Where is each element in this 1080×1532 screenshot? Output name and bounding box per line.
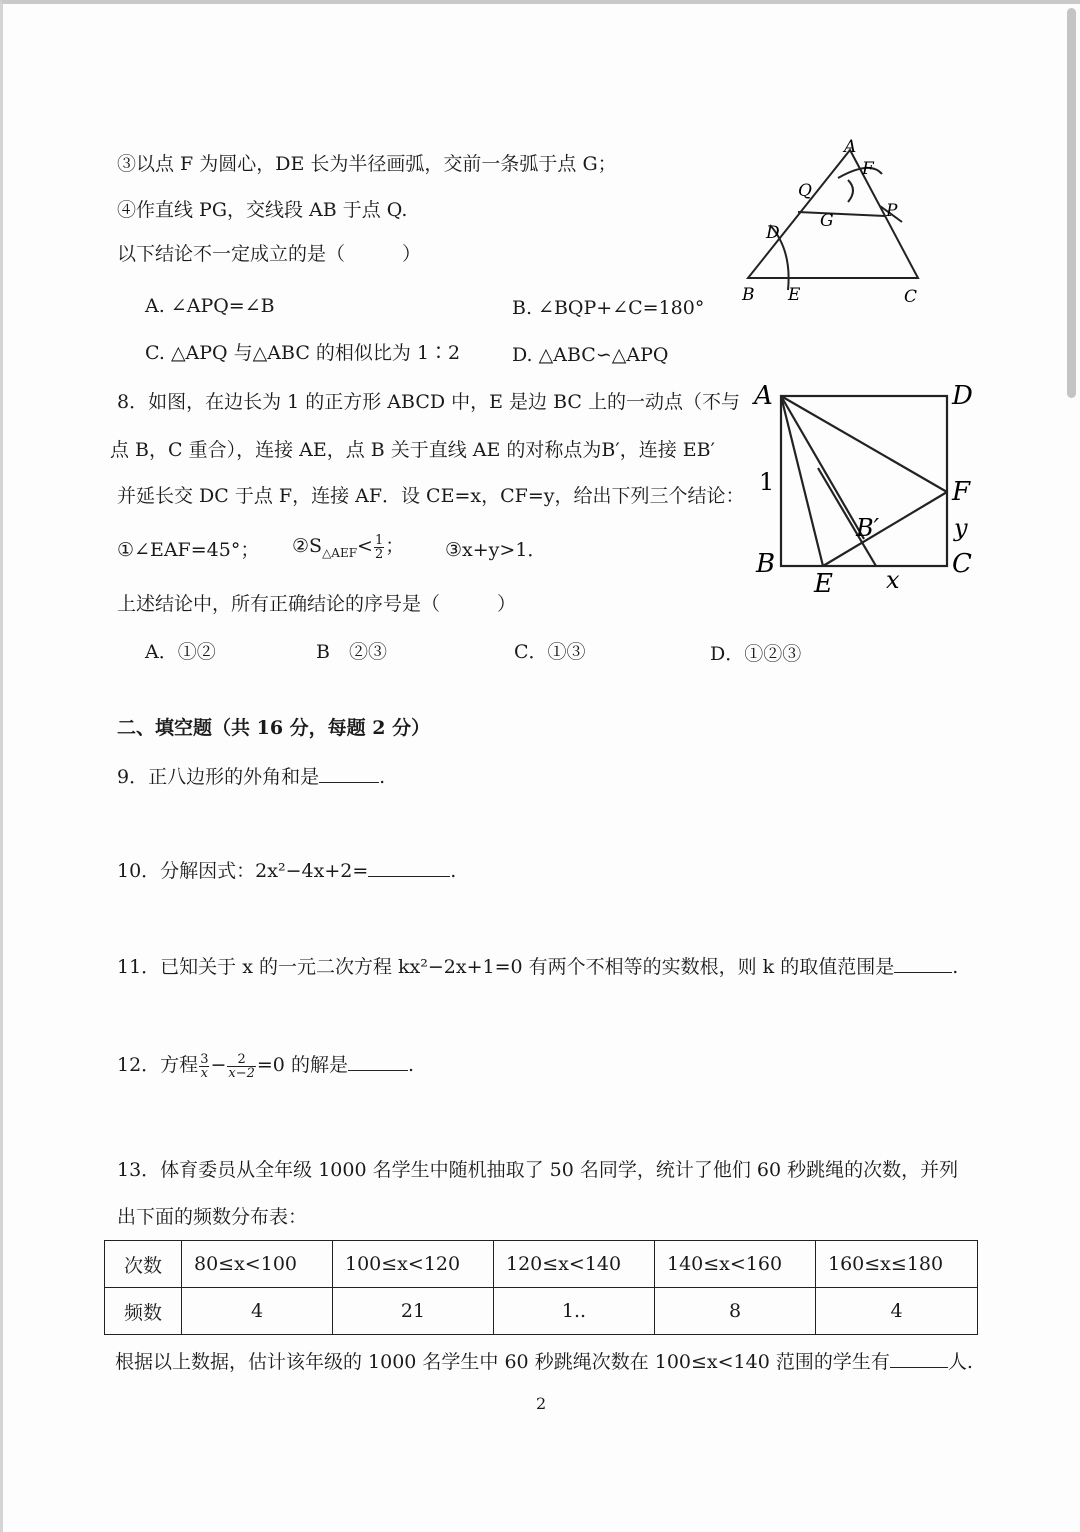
label-a: A (844, 137, 857, 157)
label-p: P (886, 201, 898, 221)
line-ae (781, 396, 823, 566)
q13-line2: 出下面的频数分布表： (117, 1206, 308, 1228)
q8-conclusion-2 (292, 532, 404, 567)
label-b-prime: B′ (856, 514, 880, 542)
frequency-cell: 8 (655, 1288, 816, 1335)
q9-text: 9．正八边形的外角和是 (117, 766, 320, 788)
label-e: E (814, 569, 833, 599)
q8-question: 上述结论中，所有正确结论的序号是（ ） (117, 593, 517, 615)
label-g: G (820, 211, 834, 231)
c2-fraction (374, 534, 384, 561)
row-label-frequency: 频数 (105, 1288, 182, 1335)
q10-text: 10．分解因式：2x²−4x+2= (117, 860, 369, 882)
table-row (105, 1288, 978, 1335)
q12 (117, 1050, 414, 1080)
q10-answer-blank[interactable] (368, 856, 450, 877)
frequency-cell: 4 (182, 1288, 333, 1335)
q13-unit: 人. (947, 1351, 973, 1373)
label-a: A (754, 381, 773, 411)
q7-option-a: A. ∠APQ=∠B (145, 295, 275, 317)
label-q: Q (798, 181, 812, 201)
q8-line2: 点 B，C 重合），连接 AE，点 B 关于直线 AE 的对称点为B′，连接 EB′ (110, 439, 715, 461)
q12-answer-blank[interactable] (348, 1050, 408, 1071)
q12-minus: − (210, 1054, 227, 1076)
frequency-table (104, 1240, 978, 1335)
table-row (105, 1241, 978, 1288)
interval-cell: 100≤x<120 (333, 1241, 494, 1288)
c2-end: ； (385, 535, 405, 557)
arc-near-f (838, 168, 882, 178)
q11-end: . (952, 956, 959, 978)
q8-option-d: D．①②③ (710, 643, 802, 665)
label-c: C (952, 549, 972, 579)
page-number: 2 (536, 1394, 547, 1413)
interval-cell: 160≤x≤180 (816, 1241, 978, 1288)
q7-step3: ③以点 F 为圆心，DE 长为半径画弧，交前一条弧于点 G； (117, 153, 617, 175)
q10 (117, 856, 456, 885)
line-af (781, 396, 947, 492)
q7-triangle-figure (730, 130, 950, 310)
c2-prefix: ②S (292, 535, 323, 557)
q12-fraction-1 (199, 1053, 209, 1080)
q10-end: . (450, 860, 457, 882)
q7-option-b: B. ∠BQP+∠C=180° (512, 297, 705, 319)
q11 (117, 952, 958, 981)
interval-cell: 120≤x<140 (494, 1241, 655, 1288)
q7-step4: ④作直线 PG，交线段 AB 于点 Q. (117, 199, 408, 221)
q9-answer-blank[interactable] (319, 762, 379, 783)
line-pq (798, 212, 885, 216)
f2-den: x−2 (228, 1065, 255, 1081)
q8-option-b: B ②③ (316, 641, 387, 663)
c2-num: 1 (374, 532, 384, 548)
q7-option-d: D. △ABC∽△APQ (512, 344, 669, 366)
label-b: B (756, 549, 776, 579)
q8-line1: 8．如图，在边长为 1 的正方形 ABCD 中，E 是边 BC 上的一动点（不与 (117, 391, 740, 413)
q8-option-a: A．①② (145, 641, 216, 663)
q8-square-figure (748, 376, 988, 606)
interval-cell: 80≤x<100 (182, 1241, 333, 1288)
q7-option-c: C. △APQ 与△ABC 的相似比为 1∶2 (145, 342, 461, 364)
label-x: x (886, 566, 900, 594)
c2-lt: < (357, 535, 373, 557)
label-e: E (788, 285, 801, 305)
q12-suffix: =0 的解是 (256, 1054, 348, 1076)
q13-conclusion-text: 根据以上数据，估计该年级的 1000 名学生中 60 秒跳绳次数在 100≤x<140 范围的学生有 (115, 1351, 890, 1373)
arc-near-g (848, 180, 853, 202)
q8-conclusion-3: ③x+y>1． (445, 539, 547, 561)
row-label-count: 次数 (105, 1241, 182, 1288)
q9-end: . (379, 766, 386, 788)
frequency-cell: 4 (816, 1288, 978, 1335)
q12-end: . (407, 1054, 414, 1076)
q11-answer-blank[interactable] (894, 952, 952, 973)
section-heading: 二、填空题（共 16 分，每题 2 分） (117, 717, 431, 739)
interval-cell: 140≤x<160 (655, 1241, 816, 1288)
c2-sub: △AEF (322, 545, 358, 560)
q9 (117, 762, 385, 791)
q8-option-c: C．①③ (514, 641, 586, 663)
frequency-cell: 1.. (494, 1288, 655, 1335)
label-d: D (952, 381, 973, 411)
label-c: C (904, 287, 918, 307)
line-ef (823, 492, 947, 566)
q8-line3: 并延长交 DC 于点 F，连接 AF．设 CE=x，CF=y，给出下列三个结论： (117, 485, 745, 507)
line-ab-prime (781, 396, 864, 539)
q7-question: 以下结论不一定成立的是（ ） (117, 243, 422, 265)
label-f: F (862, 159, 874, 179)
q8-conclusion-1: ①∠EAF=45°； (117, 539, 260, 561)
frequency-cell: 21 (333, 1288, 494, 1335)
q13-conclusion (115, 1347, 973, 1376)
f1-num: 3 (200, 1051, 209, 1067)
label-y: y (954, 514, 968, 542)
q12-prefix: 12．方程 (117, 1054, 199, 1076)
q12-fraction-2 (227, 1053, 256, 1080)
c2-den: 2 (374, 546, 384, 562)
q13-answer-blank[interactable] (890, 1347, 948, 1368)
q11-text: 11．已知关于 x 的一元二次方程 kx²−2x+1=0 有两个不相等的实数根，则 k 的取值范围是 (117, 956, 895, 978)
label-d: D (766, 223, 780, 243)
f1-den: x (200, 1065, 208, 1081)
scrollbar[interactable] (1067, 8, 1076, 398)
f2-num: 2 (227, 1053, 256, 1067)
q13-line1: 13．体育委员从全年级 1000 名学生中随机抽取了 50 名同学，统计了他们 60 秒跳绳的次数，并列 (117, 1159, 959, 1181)
label-1: 1 (759, 468, 775, 496)
label-b: B (742, 285, 755, 305)
label-f: F (952, 477, 971, 507)
